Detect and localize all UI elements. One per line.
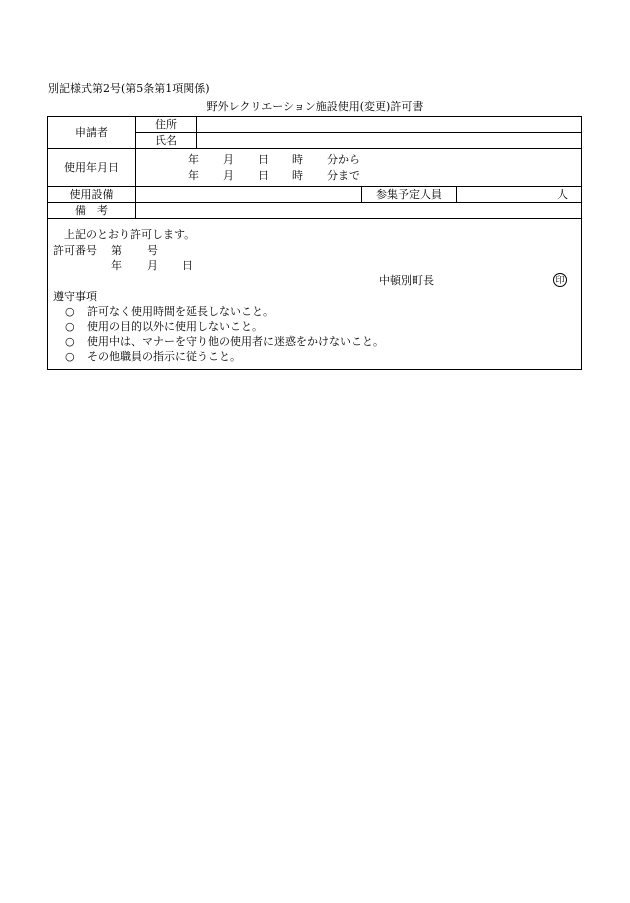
permit-statement: 上記のとおり許可します。 [64,228,196,241]
people-unit: 人 [557,188,568,201]
document-title: 野外レクリエーション施設使用(変更)許可書 [206,100,424,113]
rules-heading: 遵守事項 [53,290,97,303]
to-month: 月 [223,169,234,182]
name-label: 氏名 [155,134,177,147]
divider [48,218,582,219]
divider [456,186,457,202]
divider [135,132,582,133]
remarks-label: 備 考 [75,204,108,217]
permit-month: 月 [147,259,158,272]
address-label: 住所 [155,118,177,131]
from-year: 年 [188,153,199,166]
permit-number-prefix: 第 [111,244,122,257]
datetime-label: 使用年月日 [64,161,119,174]
rule-item: 使用の目的以外に使用しないこと。 [87,320,263,333]
divider [135,117,136,218]
from-minute: 分から [327,153,360,166]
expected-people-label: 参集予定人員 [376,188,442,201]
permit-day: 日 [182,259,193,272]
divider [48,202,582,203]
from-month: 月 [223,153,234,166]
divider [196,117,197,148]
rule-bullet-icon: ○ [65,335,75,348]
permit-form-frame [47,116,582,370]
seal-stamp-icon: 印 [553,273,567,287]
form-reference: 別記様式第2号(第5条第1項関係) [48,82,210,95]
divider [48,148,582,149]
rule-item: その他職員の指示に従うこと。 [87,350,241,363]
rule-item: 許可なく使用時間を延長しないこと。 [87,305,274,318]
from-hour: 時 [292,153,303,166]
issuer-name: 中頓別町長 [379,274,434,287]
rule-item: 使用中は、マナーを守り他の使用者に迷惑をかけないこと。 [87,335,384,348]
rule-bullet-icon: ○ [65,305,75,318]
permit-number-label: 許可番号 [53,244,97,257]
divider [48,186,582,187]
permit-year: 年 [111,259,122,272]
to-year: 年 [188,169,199,182]
to-hour: 時 [292,169,303,182]
from-day: 日 [258,153,269,166]
to-day: 日 [258,169,269,182]
to-minute: 分まで [327,169,360,182]
rule-bullet-icon: ○ [65,320,75,333]
permit-number-suffix: 号 [147,244,158,257]
equipment-label: 使用設備 [69,188,114,201]
rule-bullet-icon: ○ [65,350,75,363]
applicant-label: 申請者 [75,126,108,139]
